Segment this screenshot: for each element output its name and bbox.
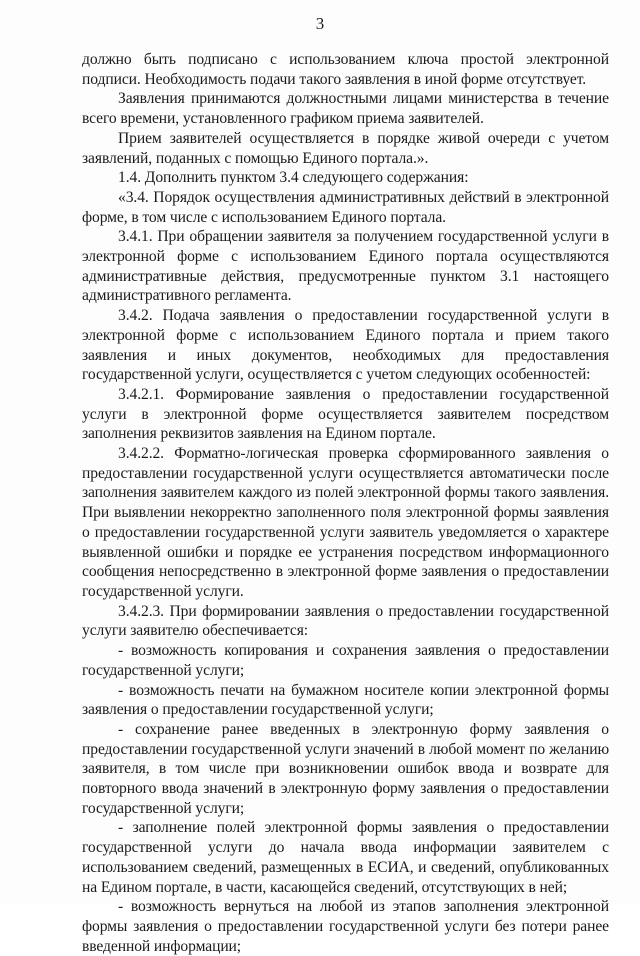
paragraph-amendment-1-4: 1.4. Дополнить пунктом 3.4 следующего содержания:: [118, 169, 469, 187]
paragraph-section-3-4-2-1: 3.4.2.1. Формирование заявления о предоставлении государственной услуги в электронной форме осуществляется заявителем посредством заполнения реквизитов заявления на Едином портале.: [82, 385, 609, 443]
paragraph-continuation: должно быть подписано с использованием ключа простой электронной подписи. Необходимость подачи такого заявления в иной форме отсутствует.: [82, 51, 609, 88]
list-item-prefill: - заполнение полей электронной формы заявления о предоставлении государственной услуги до начала ввода информации заявителем с использованием сведений, размещенных в ЕСИА, и сведений, опубликованных на Едином портале, в части, касающейся сведений, отсутствующих в ней;: [82, 819, 609, 896]
list-item-copy-save: - возможность копирования и сохранения заявления о предоставлении государственной услуги;: [82, 642, 609, 679]
document-body: [82, 50, 609, 956]
paragraph-section-3-4-2-2: 3.4.2.2. Форматно-логическая проверка сформированного заявления о предоставлении государственной услуги осуществляется автоматически после заполнения заявителем каждого из полей электронной формы такого заявления. При выявлении некорректно заполненного поля электронной формы заявления о предоставлении государственной услуги заявитель уведомляется о характере выявленной ошибки и порядке ее устранения посредством информационного сообщения непосредственно в электронной форме заявления о предоставлении государственной услуги.: [82, 445, 609, 600]
list-item-return-step: - возможность вернуться на любой из этапов заполнения электронной формы заявления о предоставлении государственной услуги без потери ранее введенной информации;: [82, 898, 609, 955]
paragraph-section-3-4: «3.4. Порядок осуществления административных действий в электронной форме, в том числе с использованием Единого портала.: [82, 188, 609, 226]
list-item-print: - возможность печати на бумажном носителе копии электронной формы заявления о предоставлении государственной услуги;: [82, 681, 609, 719]
list-item-save-values: - сохранение ранее введенных в электронную форму заявления о предоставлении государственной услуги значений в любой момент по желанию заявителя, в том числе при возникновении ошибок ввода и возврате для повторного ввода значений в электронную форму заявления о предоставлении государственной услуги;: [82, 720, 609, 817]
paragraph-section-3-4-2-3: 3.4.2.3. При формировании заявления о предоставлении государственной услуги заявителю обеспечивается:: [82, 602, 609, 640]
paragraph-applications-acceptance: Заявления принимаются должностными лицами министерства в течение всего времени, установленного графиком приема заявителей.: [82, 90, 609, 128]
page-number: 3: [315, 14, 325, 33]
paragraph-section-3-4-1: 3.4.1. При обращении заявителя за получением государственной услуги в электронной форме с использованием Единого портала осуществляются административные действия, предусмотренные пунктом 3.1 настоящего административного регламента.: [82, 228, 609, 305]
paragraph-queue-order: Прием заявителей осуществляется в порядке живой очереди с учетом заявлений, поданных с помощью Единого портала.».: [82, 129, 609, 167]
paragraph-section-3-4-2: 3.4.2. Подача заявления о предоставлении государственной услуги в электронной форме с использованием Единого портала и прием такого заявления и иных документов, необходимых для предоставления государственной услуги, осуществляется с учетом следующих особенностей:: [82, 307, 609, 384]
